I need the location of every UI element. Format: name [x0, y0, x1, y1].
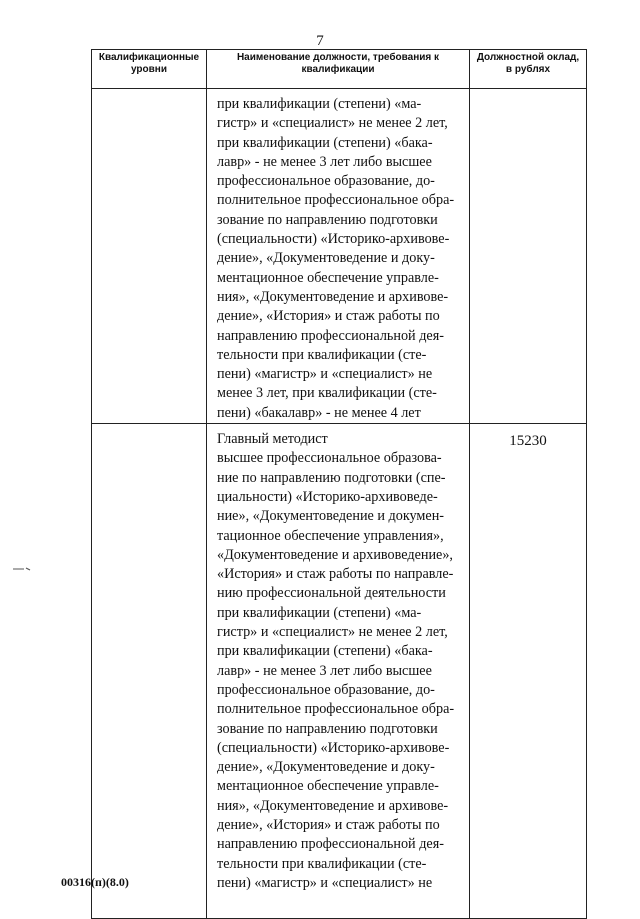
text-line: направлению профессиональной дея-: [217, 836, 444, 853]
text-line: полнительное профессиональное обра-: [217, 192, 455, 209]
page-number: 7: [316, 33, 324, 49]
text-line: (специальности) «Историко-архивове-: [217, 231, 450, 248]
text-line: зование по направлению подготовки: [217, 720, 438, 737]
header-label: Квалификационные уровни: [98, 52, 200, 75]
text-line: полнительное профессиональное обра-: [217, 701, 455, 718]
text-line: при квалификации (степени) «бака-: [217, 643, 433, 660]
table-row: [92, 424, 587, 919]
salary-cell: [470, 424, 587, 919]
requirements-text: [207, 424, 469, 893]
header-position-requirements: [207, 50, 470, 89]
text-line: при квалификации (степени) «ма-: [217, 604, 422, 621]
text-line: пени) «бакалавр» - не менее 4 лет: [217, 404, 421, 421]
text-line: нию профессиональной деятельности: [217, 585, 446, 602]
text-line: пени) «магистр» и «специалист» не: [217, 874, 433, 891]
text-line: (специальности) «Историко-архивове-: [217, 739, 450, 756]
qualification-level-cell: [92, 424, 207, 919]
text-line: гистр» и «специалист» не менее 2 лет,: [217, 624, 448, 641]
text-line: Главный методист: [217, 431, 328, 448]
document-code: 00316(п)(8.0): [61, 875, 129, 889]
text-line: ния», «Документоведение и архивове-: [217, 288, 449, 305]
text-line: при квалификации (степени) «бака-: [217, 134, 433, 151]
text-line: тельности при квалификации (сте-: [217, 855, 427, 872]
text-line: пени) «магистр» и «специалист» не: [217, 366, 433, 383]
text-line: ния», «Документоведение и архивове-: [217, 797, 449, 814]
text-line: дение», «Документоведение и доку-: [217, 759, 435, 776]
qualification-level-cell: [92, 89, 207, 424]
salary-value: 15230: [509, 433, 547, 450]
header-label: Должностной оклад, в рублях: [476, 52, 580, 75]
text-line: дение», «История» и стаж работы по: [217, 308, 440, 325]
text-line: высшее профессиональное образова-: [217, 450, 442, 467]
text-line: дение», «История» и стаж работы по: [217, 816, 440, 833]
text-line: при квалификации (степени) «ма-: [217, 96, 422, 112]
requirements-cell: [207, 89, 470, 424]
text-line: ние», «Документоведение и докумен-: [217, 508, 445, 525]
requirements-cell: [207, 424, 470, 919]
header-qualification-levels: [92, 50, 207, 89]
scan-mark-icon: [12, 566, 32, 572]
text-line: направлению профессиональной дея-: [217, 327, 444, 344]
text-line: тационное обеспечение управления»,: [217, 527, 444, 544]
text-line: гистр» и «специалист» не менее 2 лет,: [217, 115, 448, 132]
text-line: лавр» - не менее 3 лет либо высшее: [217, 153, 432, 170]
salary-table: [91, 49, 587, 919]
table-row: [92, 89, 587, 424]
header-label: Наименование должности, требования к квалификации: [236, 52, 440, 75]
text-line: лавр» - не менее 3 лет либо высшее: [217, 662, 432, 679]
table-header-row: [92, 50, 587, 89]
text-line: ментационное обеспечение управле-: [217, 269, 439, 286]
text-line: зование по направлению подготовки: [217, 211, 438, 228]
text-line: циальности) «Историко-архивоведе-: [217, 488, 438, 505]
header-salary: [470, 50, 587, 89]
salary-cell: [470, 89, 587, 424]
requirements-text: [207, 89, 469, 423]
text-line: «Документоведение и архивоведение»,: [217, 546, 453, 563]
text-line: профессиональное образование, до-: [217, 173, 435, 190]
text-line: тельности при квалификации (сте-: [217, 346, 427, 363]
text-line: профессиональное образование, до-: [217, 681, 435, 698]
text-line: ментационное обеспечение управле-: [217, 778, 439, 795]
text-line: «История» и стаж работы по направле-: [217, 566, 454, 583]
text-line: дение», «Документоведение и доку-: [217, 250, 435, 267]
text-line: ние по направлению подготовки (спе-: [217, 469, 446, 486]
text-line: менее 3 лет, при квалификации (сте-: [217, 385, 437, 402]
